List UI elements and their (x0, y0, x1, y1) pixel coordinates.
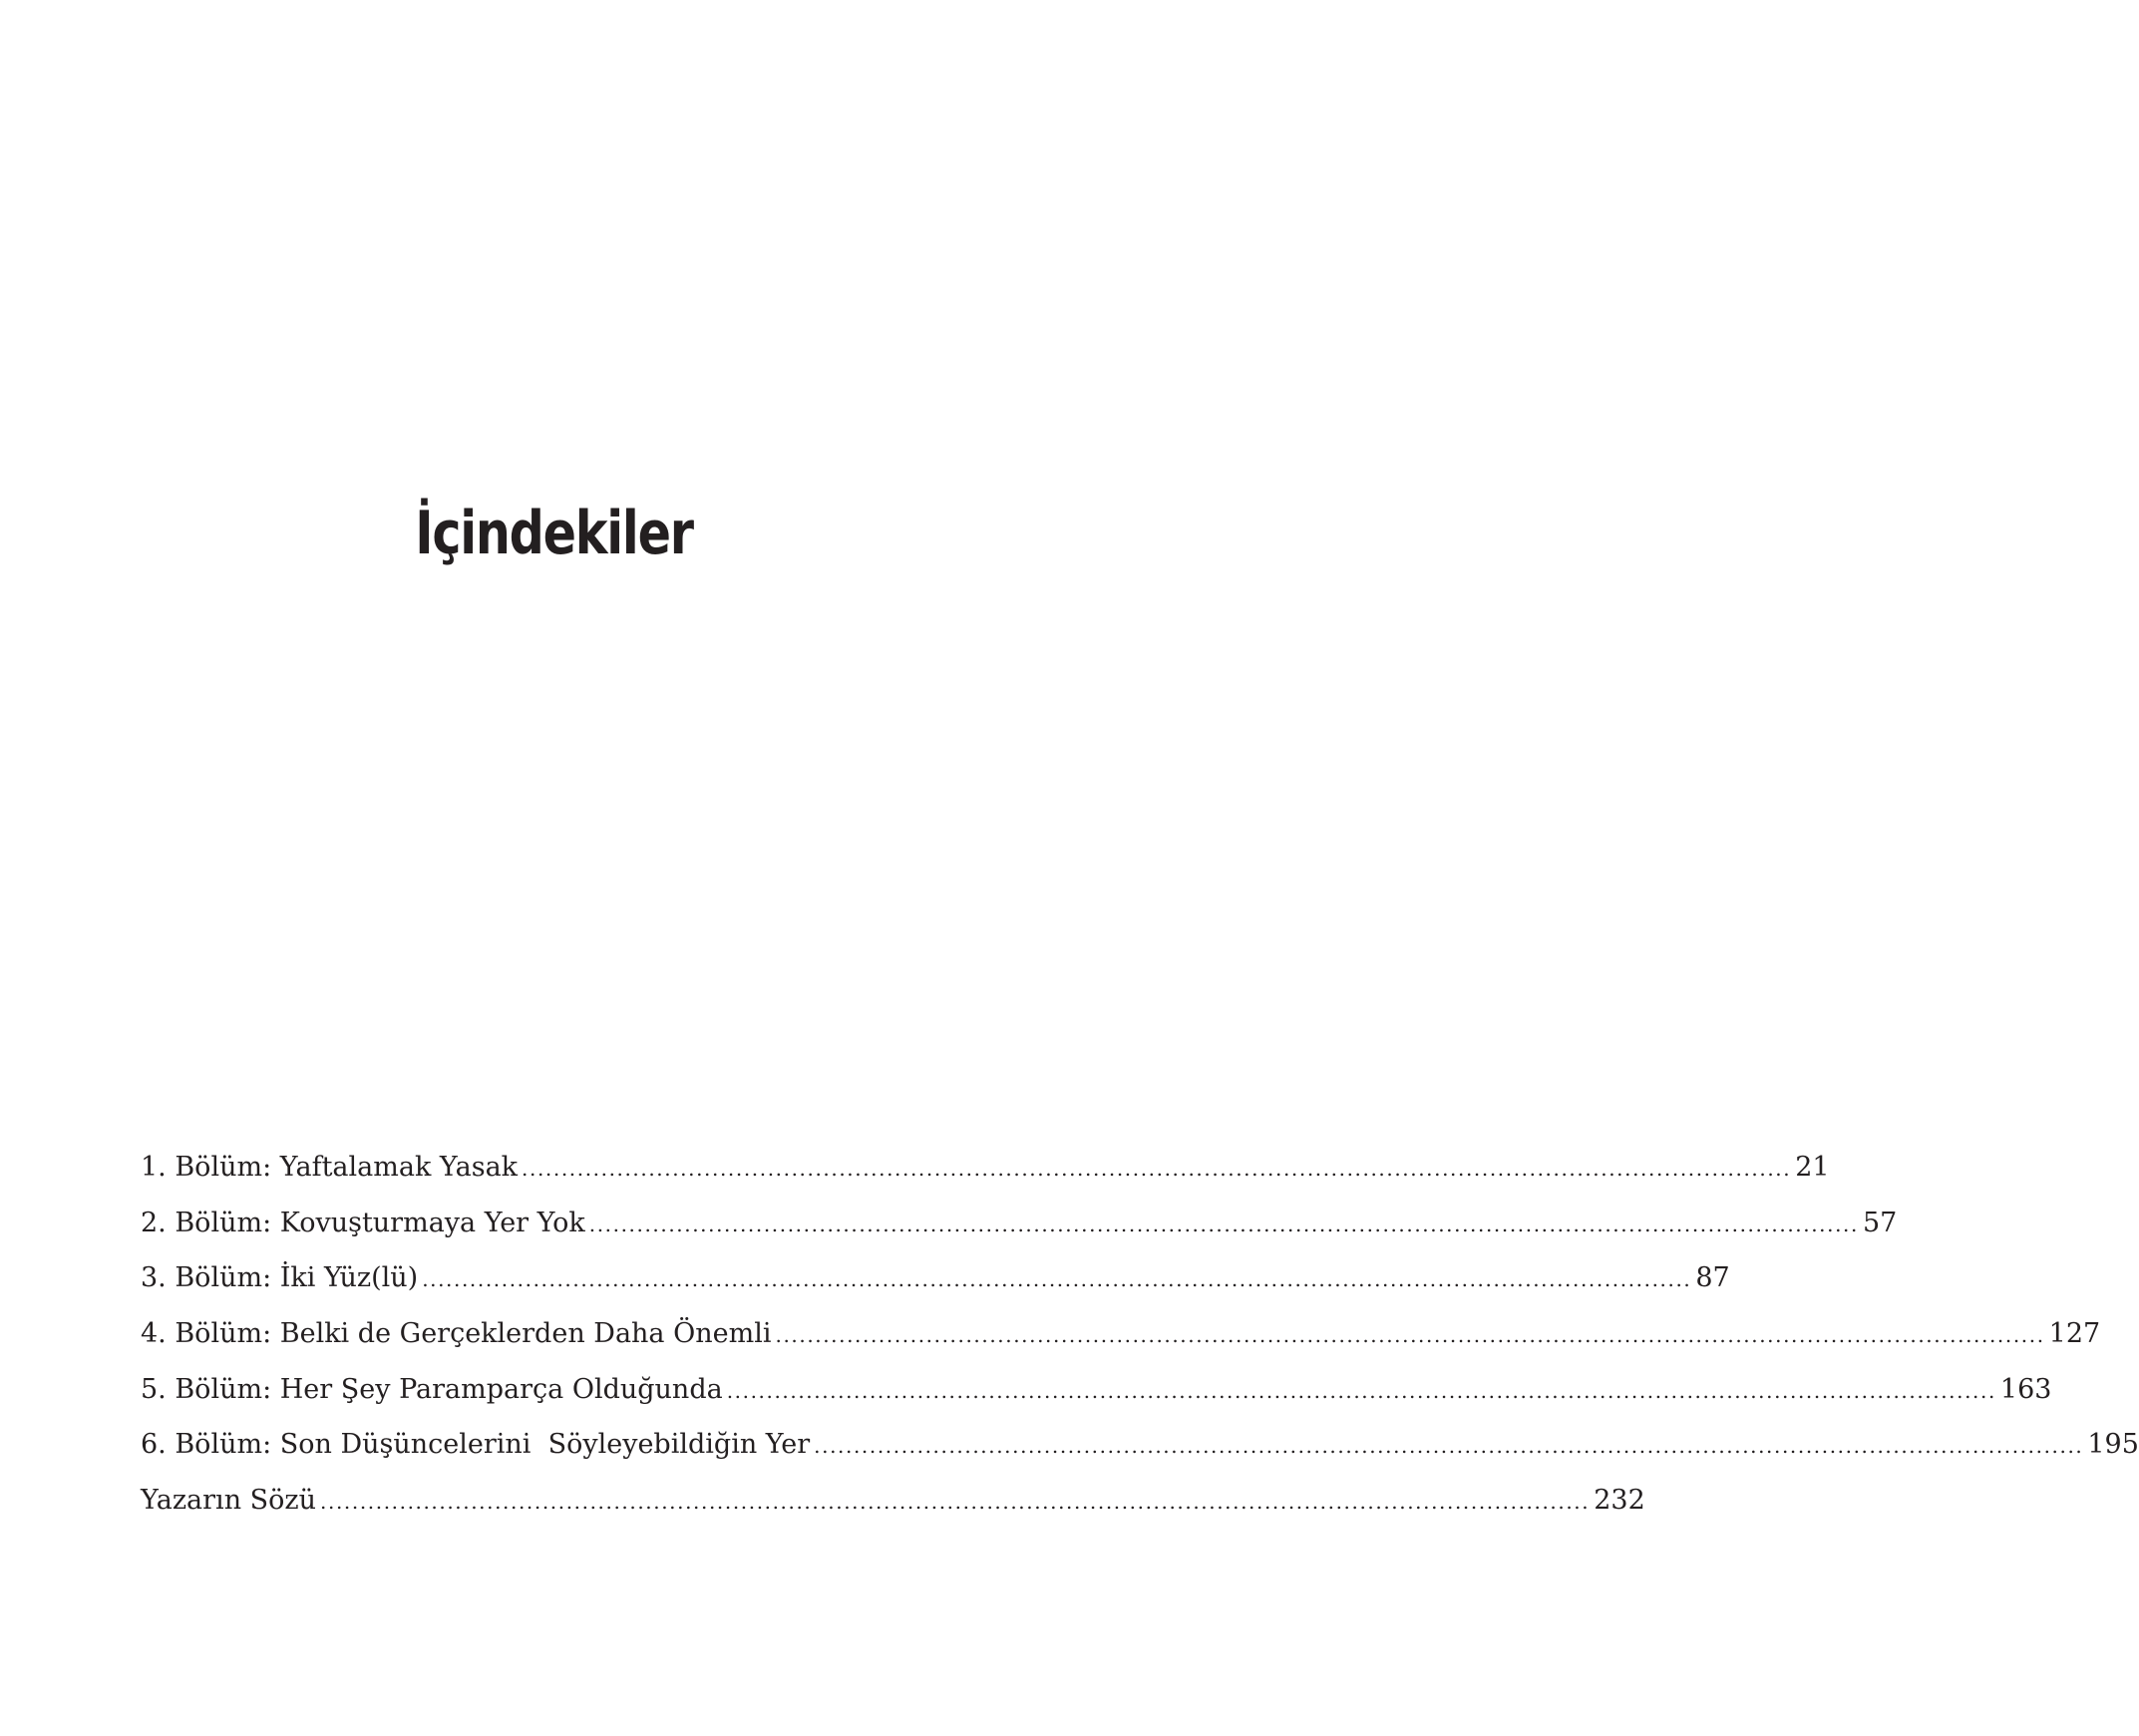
toc-entry (141, 1306, 2101, 1362)
toc-page-number: 163 (1999, 1373, 2052, 1405)
dot-leader: ................................................................................................................................................................ (320, 1490, 1591, 1515)
toc-page-number: 232 (1594, 1485, 1645, 1517)
toc-entry (141, 1250, 1730, 1306)
dot-leader: ................................................................................................................................................................ (422, 1267, 1692, 1292)
toc-entry (141, 1473, 1645, 1529)
toc-entry-title: 5. Bölüm: Her Şey Paramparça Olduğunda (141, 1373, 723, 1405)
toc-entry-title: 6. Bölüm: Son Düşüncelerini Söyleyebildiğin Yer (141, 1429, 811, 1461)
toc-page-number: 57 (1862, 1207, 1898, 1238)
toc-entry-title: 2. Bölüm: Kovuşturmaya Yer Yok (141, 1207, 585, 1238)
toc-entry-title: 4. Bölüm: Belki de Gerçeklerden Daha Önemli (141, 1318, 772, 1350)
toc-page-number: 127 (2048, 1318, 2101, 1350)
toc-page-number: 87 (1695, 1262, 1730, 1294)
toc-entry (141, 1140, 1830, 1196)
toc-page-number: 21 (1795, 1152, 1830, 1183)
dot-leader: ................................................................................................................................................................ (775, 1323, 2045, 1348)
toc-entry-title: 3. Bölüm: İki Yüz(lü) (141, 1262, 419, 1294)
dot-leader: ................................................................................................................................................................ (522, 1157, 1792, 1181)
dot-leader: ................................................................................................................................................................ (726, 1378, 1996, 1403)
table-of-contents (141, 1140, 2139, 1529)
toc-entry (141, 1417, 2139, 1473)
toc-page-number: 195 (2087, 1429, 2139, 1461)
toc-entry (141, 1362, 2052, 1418)
dot-leader: ................................................................................................................................................................ (814, 1434, 2084, 1459)
dot-leader: ................................................................................................................................................................ (588, 1212, 1859, 1236)
page-title: İçindekiler (415, 499, 693, 568)
toc-entry-title: Yazarın Sözü (141, 1485, 317, 1517)
toc-entry-title: 1. Bölüm: Yaftalamak Yasak (141, 1152, 519, 1183)
toc-entry (141, 1196, 1898, 1251)
